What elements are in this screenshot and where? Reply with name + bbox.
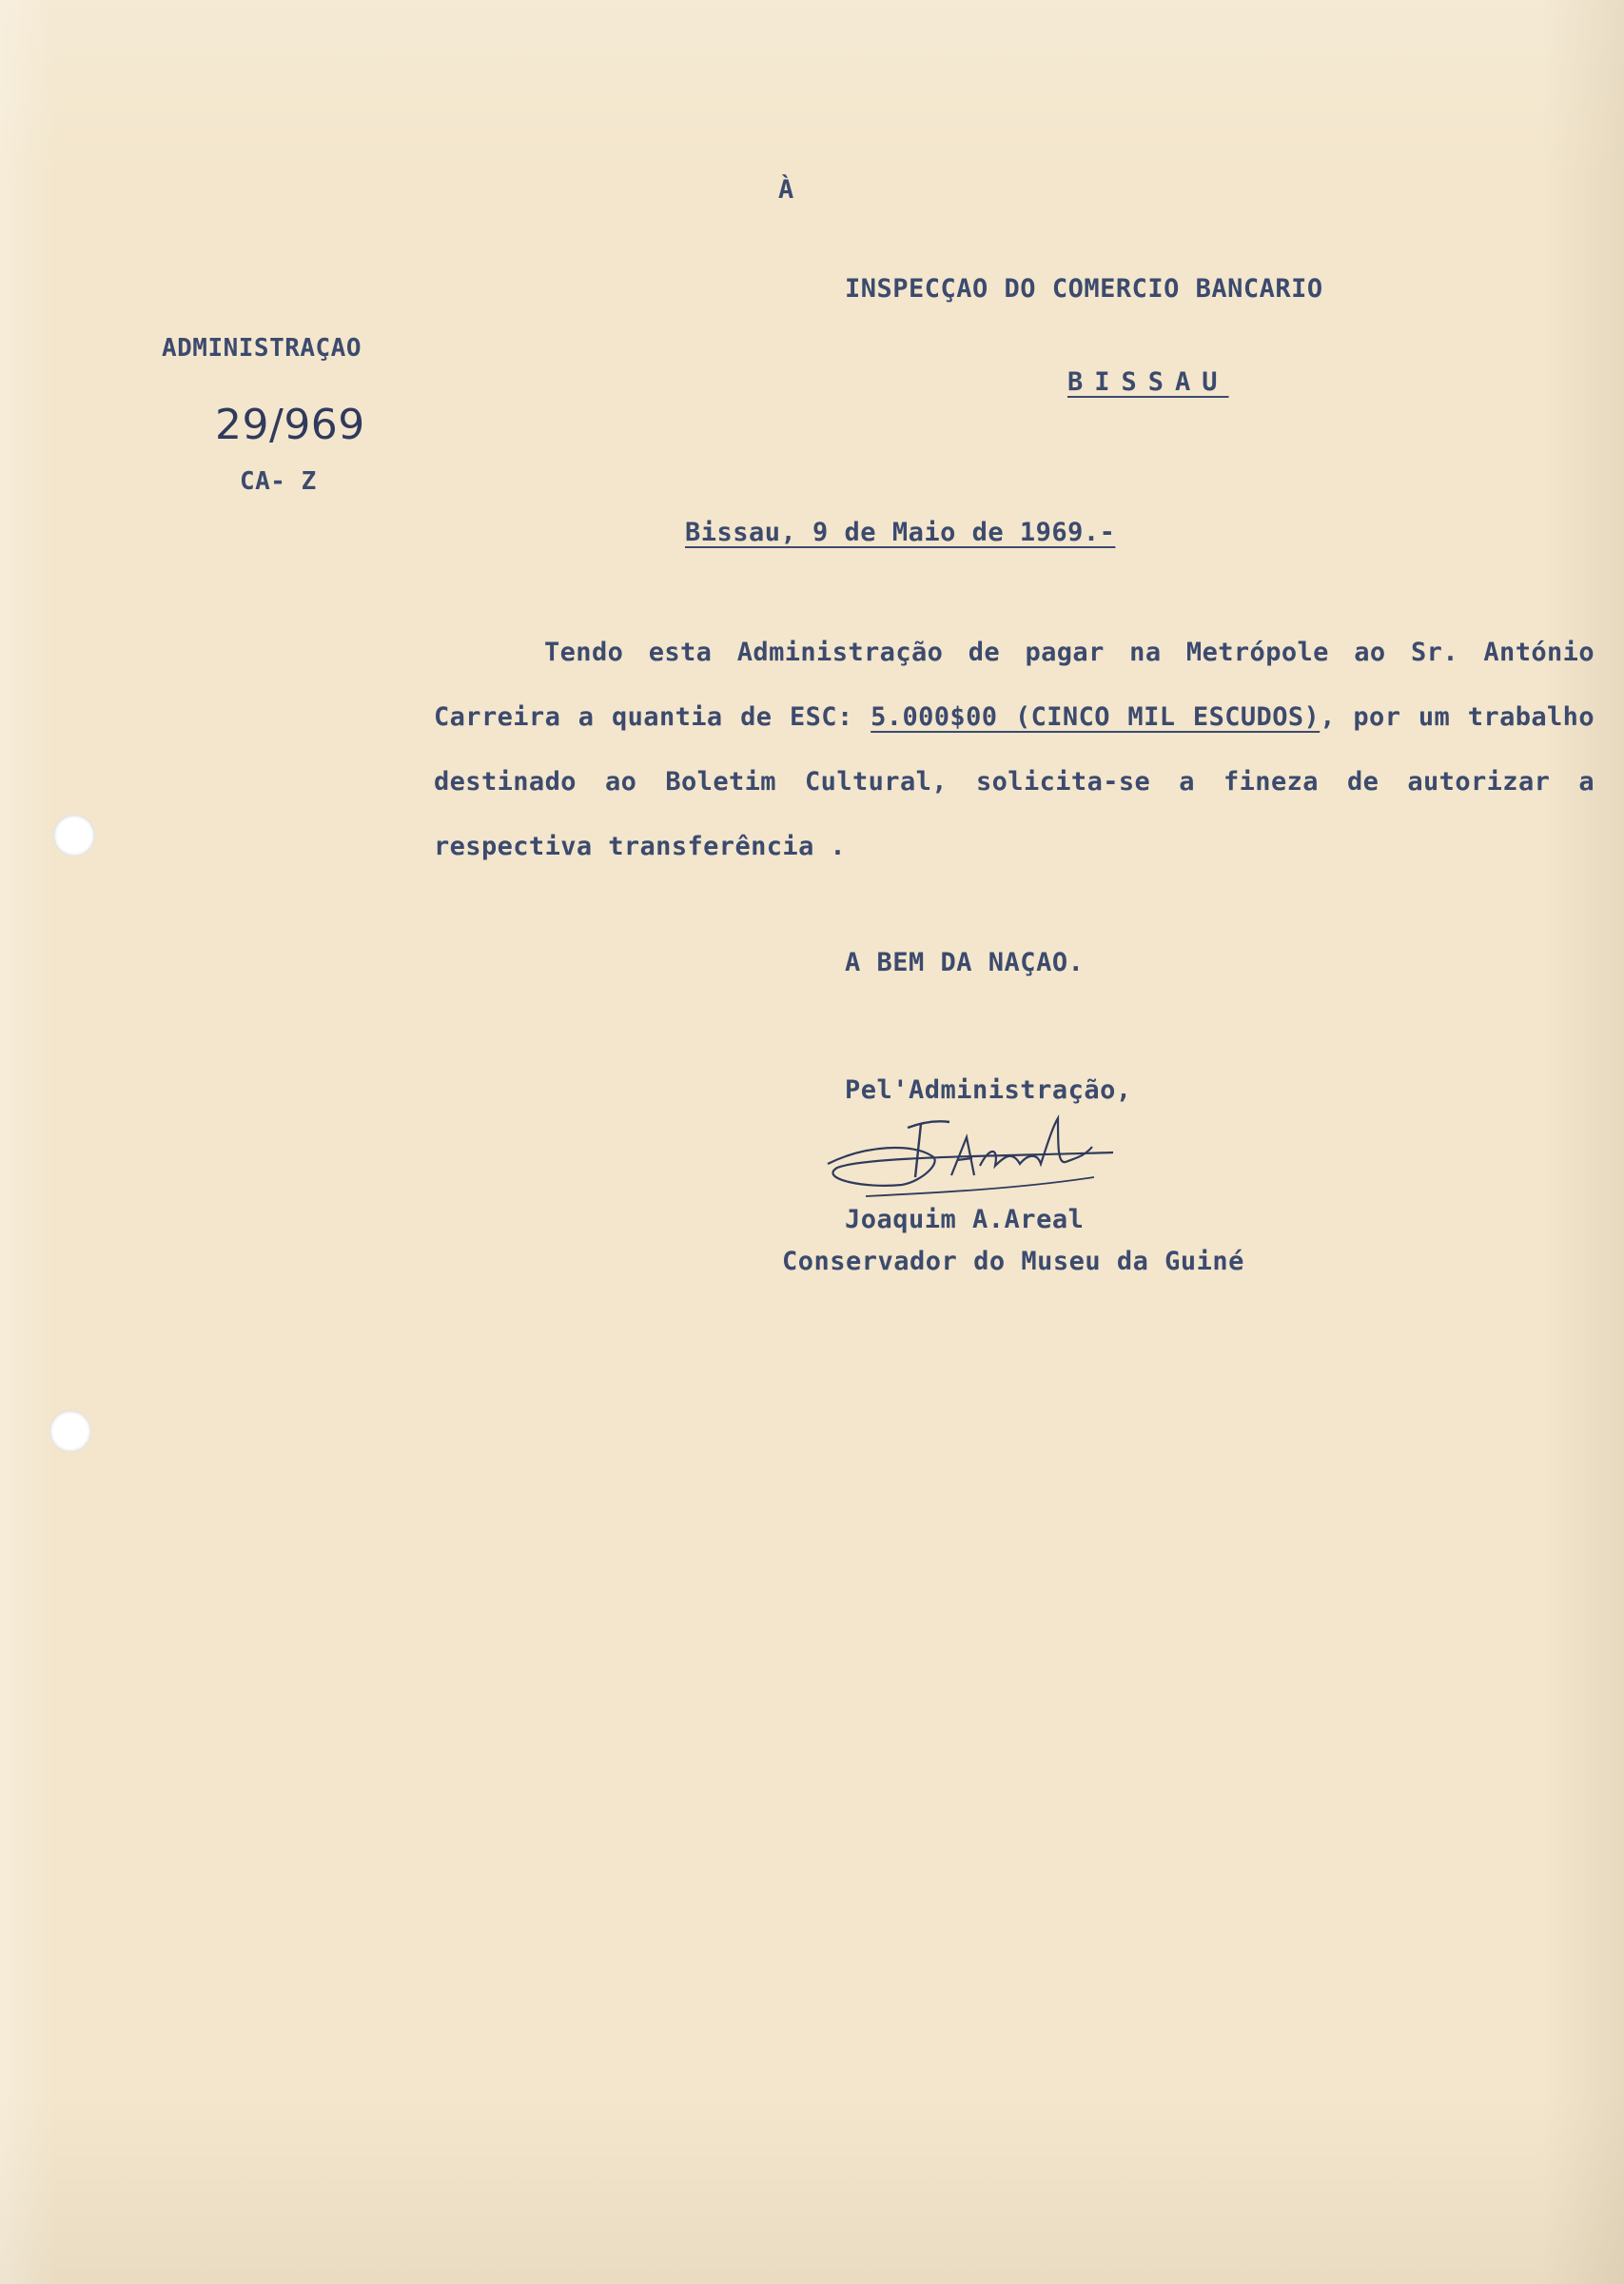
body-text-part-2: , por um trabalho destinado ao Boletim Cultural, solicita-se a fineza de autorizar a respectiva transferência . — [434, 702, 1595, 861]
salutation: A BEM DA NAÇAO. — [845, 948, 1085, 977]
letter-body — [434, 620, 1595, 879]
sender-heading: ADMINISTRAÇAO — [162, 334, 362, 363]
addressee-line-1: INSPECÇAO DO COMERCIO BANCARIO — [845, 274, 1323, 304]
body-text-part-1: Tendo esta Administração de pagar na Metrópole ao Sr. António Carreira a quantia de ESC: — [434, 638, 1595, 732]
signature — [809, 1109, 1132, 1204]
top-mark: À — [778, 175, 794, 205]
letter-date: Bissau, 9 de Maio de 1969.- — [685, 518, 1116, 547]
reference-code: CA- Z — [240, 467, 317, 496]
addressee-line-2: BISSAU — [1067, 367, 1229, 397]
punch-hole-top — [53, 815, 95, 856]
signatory-name: Joaquim A.Areal — [845, 1205, 1085, 1234]
closing-line: Pel'Administração, — [845, 1075, 1132, 1105]
signatory-title: Conservador do Museu da Guiné — [782, 1247, 1244, 1276]
body-amount: 5.000$00 (CINCO MIL ESCUDOS) — [871, 702, 1321, 732]
punch-hole-bottom — [49, 1410, 91, 1452]
reference-number: 29/969 — [215, 401, 365, 449]
